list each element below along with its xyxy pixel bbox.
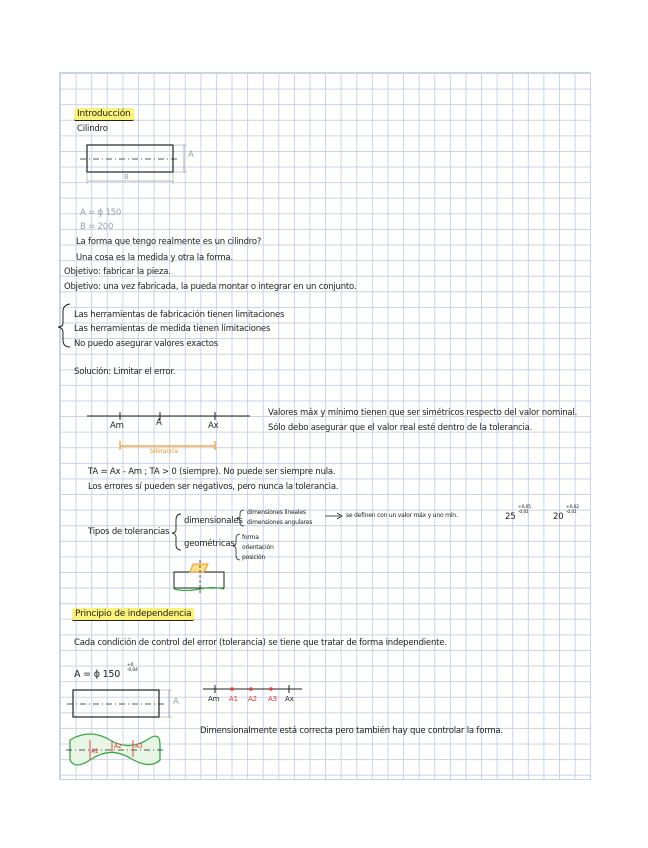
type-dimensional: dimensionales <box>184 516 243 526</box>
geo-form: forma <box>242 534 259 541</box>
subtitle-cylinder: Cilindro <box>77 124 108 134</box>
errors-note: Los errores sí pueden ser negativos, pero nunca la tolerancia. <box>88 482 339 492</box>
formula-A: A = ϕ 150 <box>74 669 121 680</box>
axis2-label: Am <box>208 695 220 703</box>
arrow-note: se definen con un valor máx y uno mín. <box>346 512 458 519</box>
axis-label-nominal: A <box>156 418 162 428</box>
axis2-label: Ax <box>285 695 294 703</box>
example-2: 20 <box>553 512 564 522</box>
axis-label-max: Ax <box>208 421 219 431</box>
cylinder-rect-1 <box>87 145 173 172</box>
wave-label: A3 <box>135 743 143 750</box>
wave-label: A2 <box>114 743 122 750</box>
dim-B-value: B = 200 <box>80 222 114 232</box>
formula-A-tol: +0 -0,04 <box>127 663 138 673</box>
label-B: B <box>124 173 129 181</box>
wave-label: A1 <box>91 748 99 755</box>
cylinder-rect-2 <box>73 690 159 717</box>
solution-line: Solución: Limitar el error. <box>74 367 176 377</box>
type-geometric: geométricas <box>184 539 235 549</box>
axis2-label: A2 <box>248 695 257 703</box>
example-1-tol: +0,05 -0,01 <box>518 505 531 515</box>
geo-orientation: orientación <box>242 544 274 551</box>
text-line: Objetivo: fabricar la pieza. <box>64 267 171 277</box>
types-label: Tipos de tolerancias <box>88 527 170 537</box>
axis-label-min: Am <box>110 421 124 431</box>
tolerance-label: tolerancia <box>150 448 178 455</box>
axis2-label: A1 <box>229 695 238 703</box>
independence-statement: Cada condición de control del error (tolerancia) se tiene que tratar de forma independiente. <box>74 638 447 648</box>
brace <box>58 304 70 347</box>
side-note: Sólo debo asegurar que el valor real esté dentro de la tolerancia. <box>268 423 533 433</box>
independence-note: Dimensionalmente está correcta pero también hay que controlar la forma. <box>200 726 503 736</box>
example-1: 25 <box>505 512 516 522</box>
brace-item: Las herramientas de medida tienen limitaciones <box>74 324 271 334</box>
text-line: Una cosa es la medida y otra la forma. <box>76 253 234 263</box>
section-title-intro: Introducción <box>74 108 134 121</box>
type-dim-angular: dimensiones angulares <box>247 519 313 526</box>
brace-item: No puedo asegurar valores exactos <box>74 339 218 349</box>
ta-formula: TA = Ax - Am ; TA > 0 (siempre). No puede ser siempre nula. <box>88 467 336 477</box>
question-line: La forma que tengo realmente es un cilindro? <box>76 237 262 247</box>
geo-position: posición <box>242 554 266 561</box>
brace-item: Las herramientas de fabricación tienen limitaciones <box>74 310 285 320</box>
section-title-independence: Principio de independencia <box>72 608 194 621</box>
label-A: A <box>188 150 194 160</box>
axis2-label: A3 <box>268 695 277 703</box>
text-line: Objetivo: una vez fabricada, la pueda montar o integrar en un conjunto. <box>64 282 357 292</box>
example-2-tol: +0,02 -0,01 <box>566 505 579 515</box>
side-note: Valores máx y mínimo tienen que ser simétricos respecto del valor nominal. <box>268 408 578 418</box>
label-A-2: A <box>173 697 179 707</box>
dim-A-value: A = ϕ 150 <box>80 208 122 218</box>
type-dim-linear: dimensiones lineales <box>247 509 306 516</box>
